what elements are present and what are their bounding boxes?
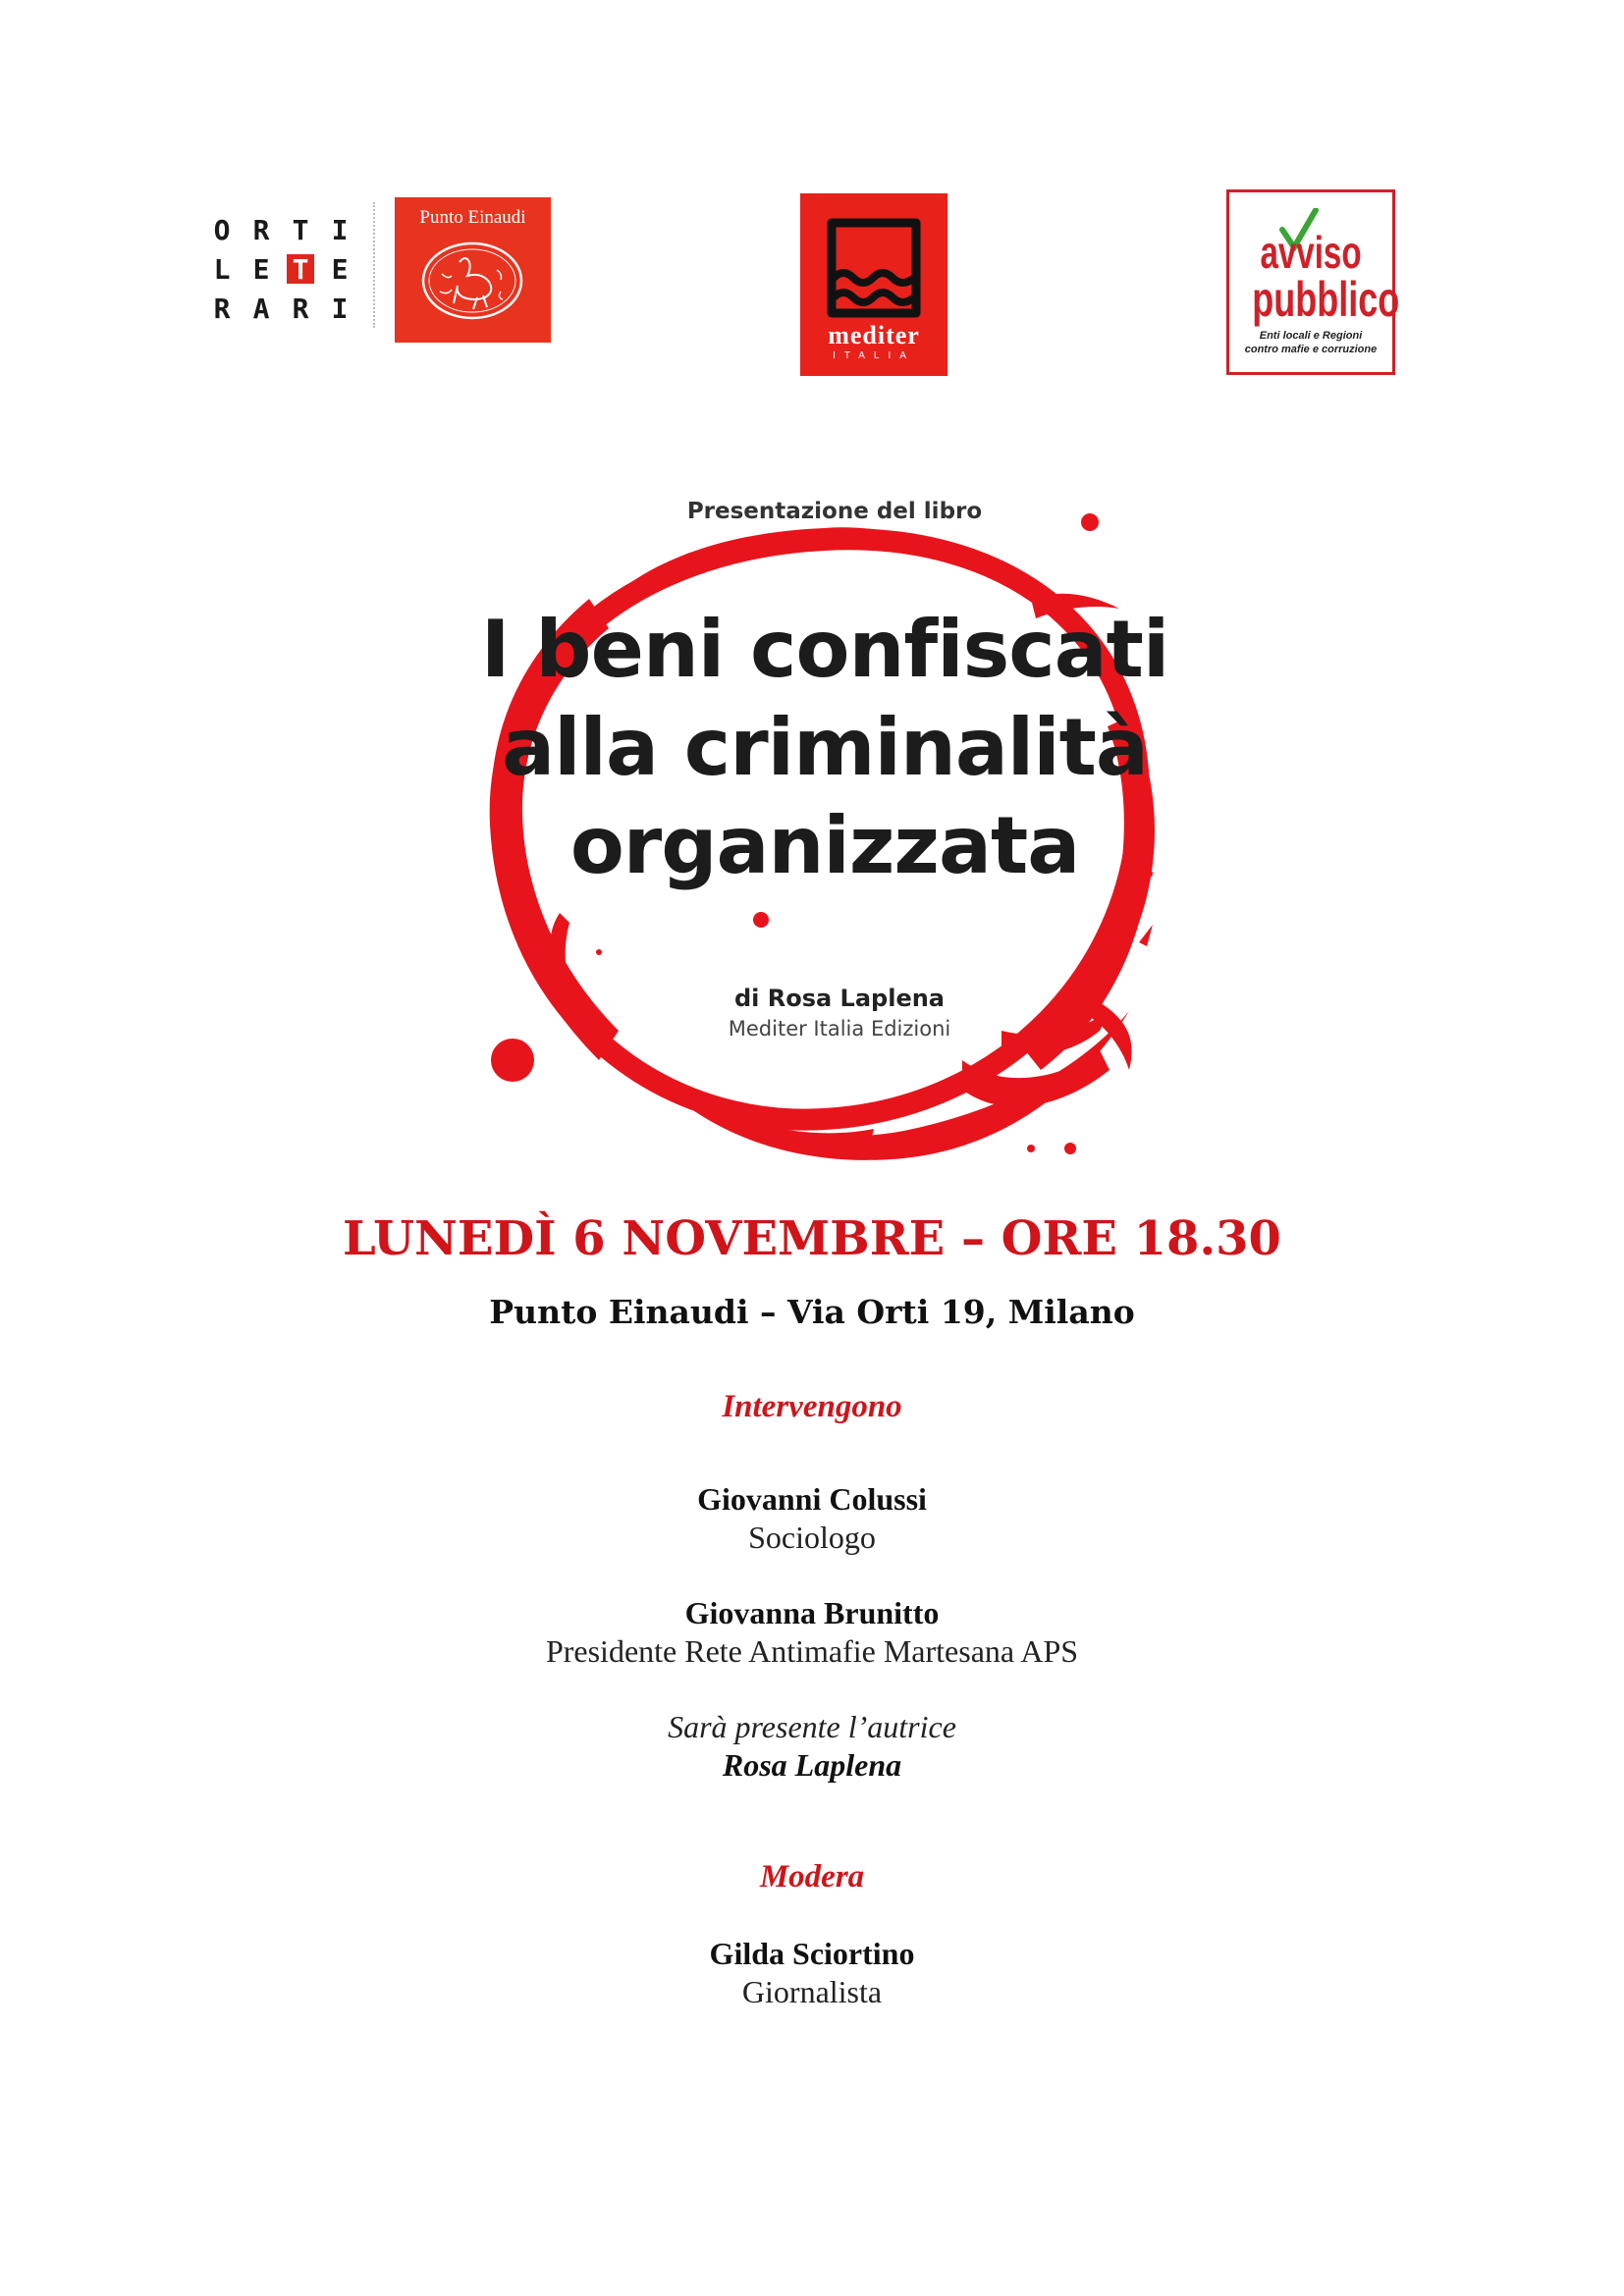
mediter-subtitle: ITALIA	[833, 350, 915, 361]
speaker-role: Sociologo	[748, 1520, 876, 1555]
moderator-name: Gilda Sciortino	[709, 1936, 915, 1971]
book-cover	[452, 481, 1198, 1168]
cover-pretitle: Presentazione del libro	[686, 499, 983, 524]
author-presence-note: Sarà presente l’autrice	[668, 1709, 956, 1744]
orti-letter-highlight: T	[287, 254, 314, 284]
event-venue: Punto Einaudi – Via Orti 19, Milano	[489, 1293, 1135, 1331]
cover-title-line-1: I beni confiscati	[480, 604, 1169, 695]
pubblico-word: pubblico	[1252, 272, 1400, 327]
orti-letter: I	[331, 292, 349, 325]
ostrich-emblem-icon	[420, 240, 524, 321]
orti-letter: T	[292, 213, 309, 246]
speaker-name: Giovanna Brunitto	[684, 1595, 940, 1630]
moderator-heading: Modera	[759, 1859, 865, 1895]
speaker-name: Giovanni Colussi	[697, 1481, 927, 1517]
author-presence-name: Rosa Laplena	[722, 1747, 902, 1783]
event-date-time: LUNEDÌ 6 NOVEMBRE – ORE 18.30	[343, 1211, 1281, 1266]
cover-title-line-3: organizzata	[569, 800, 1080, 891]
avviso-pubblico-logo	[1226, 189, 1400, 375]
punto-einaudi-label: Punto Einaudi	[419, 207, 526, 228]
orti-letter-grid	[202, 210, 359, 328]
avviso-tagline-1: Enti locali e Regioni	[1259, 330, 1363, 342]
logo-divider	[373, 202, 375, 328]
avviso-word: avviso	[1260, 227, 1362, 278]
punto-einaudi-logo	[395, 197, 551, 343]
orti-letter: E	[331, 252, 349, 286]
cover-author: di Rosa Laplena	[733, 985, 946, 1012]
mediter-name: mediter	[828, 321, 920, 349]
orti-letter: R	[252, 213, 270, 246]
speakers-heading: Intervengono	[722, 1389, 902, 1424]
orti-letter: R	[292, 292, 309, 325]
cover-title-line-2: alla criminalità	[502, 702, 1148, 793]
moderator-role: Giornalista	[741, 1974, 883, 2009]
orti-letterari-logo	[202, 210, 359, 328]
cover-publisher: Mediter Italia Edizioni	[728, 1017, 951, 1041]
orti-letter: O	[213, 213, 231, 246]
orti-letter: E	[252, 252, 270, 286]
mediter-logo	[800, 193, 947, 376]
avviso-tagline-2: contro mafie e corruzione	[1244, 344, 1378, 355]
orti-letter: I	[331, 213, 349, 246]
mediter-waves-icon	[824, 217, 924, 319]
orti-letter: A	[252, 292, 270, 325]
orti-letter: L	[213, 252, 231, 286]
orti-letter: R	[213, 292, 231, 325]
speaker-role: Presidente Rete Antimafie Martesana APS	[545, 1633, 1079, 1669]
